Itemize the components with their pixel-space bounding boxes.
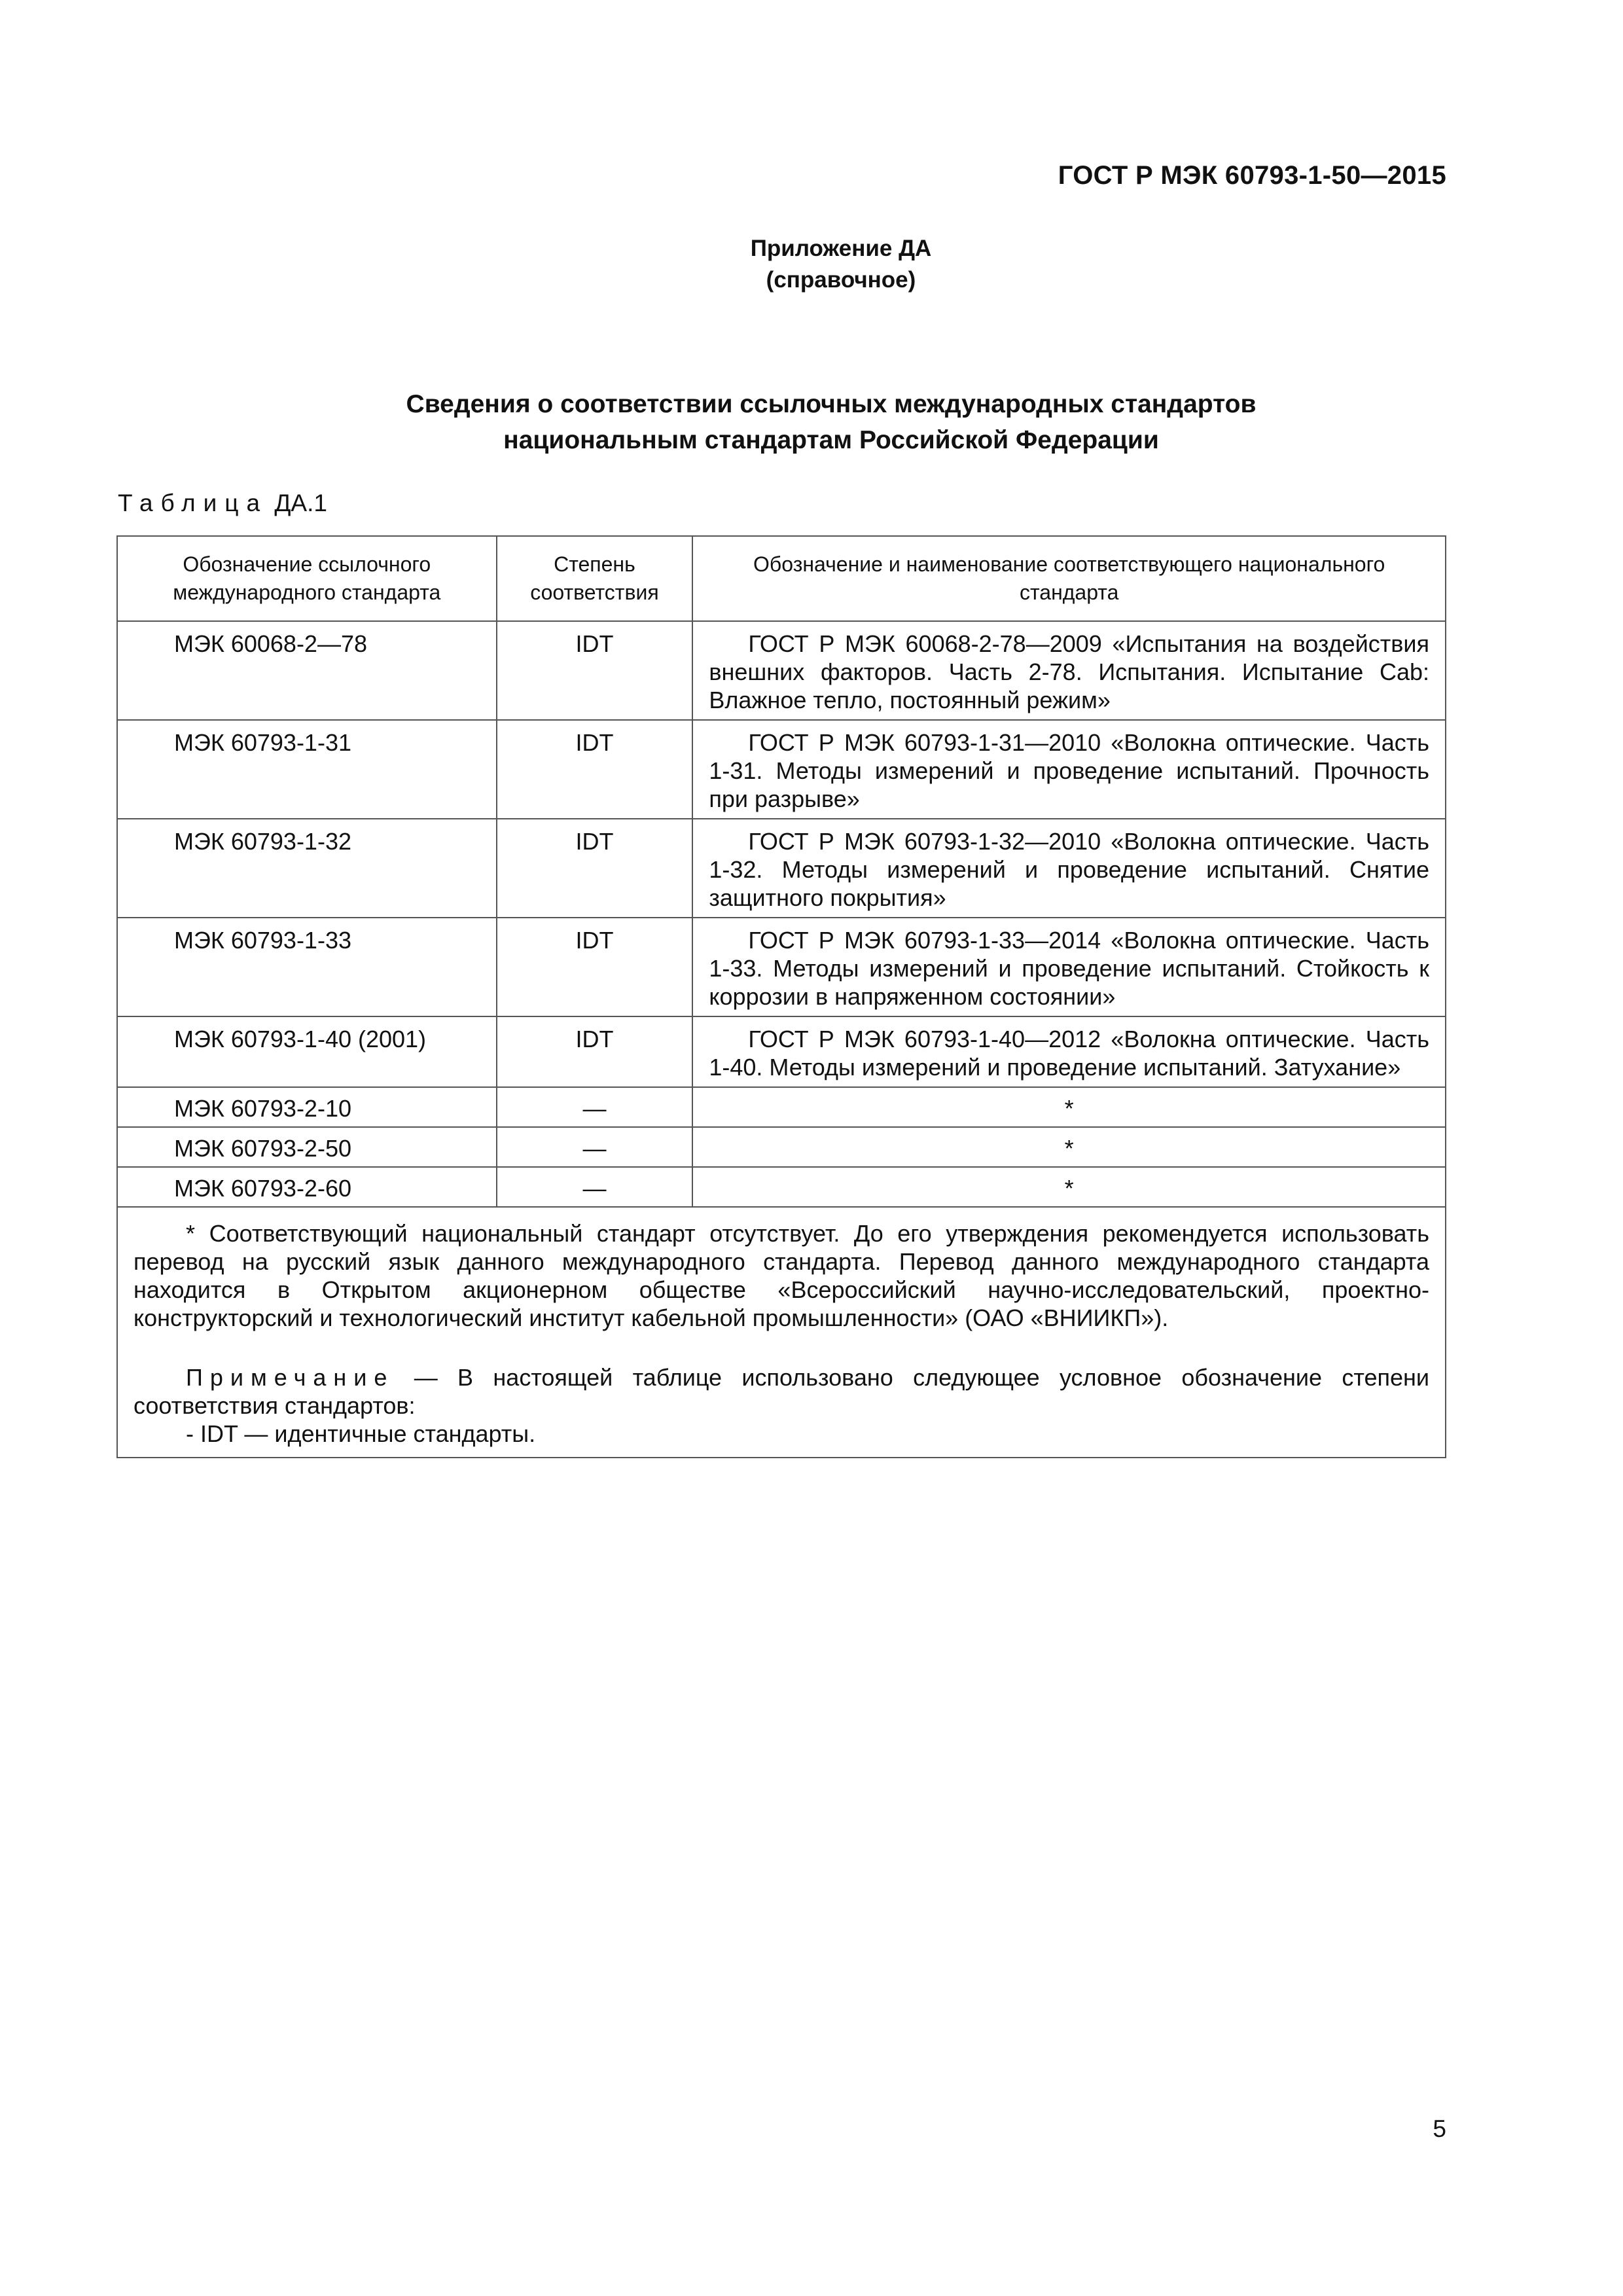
cell-national-standard: ГОСТ Р МЭК 60793-1-40—2012 «Волокна оптические. Часть 1-40. Методы измерений и проведение испытаний. Затухание» [692, 1016, 1446, 1087]
cell-intl-standard: МЭК 60793-1-33 [117, 918, 497, 1016]
note-list-item: - IDT — идентичные стандарты. [186, 1420, 536, 1447]
cell-degree: IDT [497, 918, 693, 1016]
table-row [117, 1016, 1446, 1087]
footnote-text: * Соответствующий национальный стандарт отсутствует. До его утверждения рекомендуется использовать перевод на русский язык данного международного стандарта. Перевод данного международного стандарта находится в Открытом акционерном обществе «Всероссийский научно-исследовательский, проектно-конструкторский и технологический институт кабельной промышленности» (ОАО «ВНИИКП»). [134, 1220, 1429, 1331]
table-body [117, 621, 1446, 1458]
table-header-row [117, 536, 1446, 621]
section-title-line-2: национальным стандартам Российской Федерации [503, 426, 1159, 454]
cell-degree: IDT [497, 1016, 693, 1087]
page-number: 5 [1433, 2115, 1446, 2142]
table-row [117, 1087, 1446, 1127]
table-row [117, 1127, 1446, 1167]
cell-degree: IDT [497, 621, 693, 720]
note-label: Примечание [186, 1364, 395, 1391]
table-footnote-row [117, 1207, 1446, 1458]
section-title-line-1: Сведения о соответствии ссылочных международных стандартов [406, 390, 1257, 418]
cell-intl-standard: МЭК 60793-2-10 [117, 1087, 497, 1127]
cell-intl-standard: МЭК 60793-1-40 (2001) [117, 1016, 497, 1087]
table-caption-label: Таблица [118, 490, 268, 516]
note-text: — В настоящей таблице использовано следующее условное обозначение степени соответствия стандартов: [134, 1364, 1429, 1419]
table-caption [118, 490, 327, 517]
cell-degree: IDT [497, 819, 693, 918]
note-paragraph [134, 1363, 1429, 1420]
cell-degree: — [497, 1167, 693, 1207]
cell-national-standard: * [692, 1127, 1446, 1167]
header-degree: Степень соответствия [497, 536, 693, 621]
appendix-heading [0, 233, 1623, 296]
cell-national-standard: ГОСТ Р МЭК 60793-1-33—2014 «Волокна оптические. Часть 1-33. Методы измерений и проведение испытаний. Стойкость к коррозии в напряженном состоянии» [692, 918, 1446, 1016]
cell-intl-standard: МЭК 60068-2—78 [117, 621, 497, 720]
cell-degree: — [497, 1127, 693, 1167]
appendix-subtitle: (справочное) [766, 267, 916, 293]
cell-intl-standard: МЭК 60793-2-50 [117, 1127, 497, 1167]
cell-national-standard: * [692, 1087, 1446, 1127]
cell-national-standard: * [692, 1167, 1446, 1207]
cell-intl-standard: МЭК 60793-2-60 [117, 1167, 497, 1207]
table-row [117, 720, 1446, 819]
cell-national-standard: ГОСТ Р МЭК 60068-2-78—2009 «Испытания на воздействия внешних факторов. Часть 2-78. Испытания. Испытание Cab: Влажное тепло, постоянный режим» [692, 621, 1446, 720]
section-title [0, 386, 1623, 458]
cell-degree: IDT [497, 720, 693, 819]
table-row [117, 918, 1446, 1016]
table-row [117, 819, 1446, 918]
appendix-title: Приложение ДА [750, 236, 932, 261]
header-national-standard: Обозначение и наименование соответствующего национального стандарта [692, 536, 1446, 621]
table-row [117, 1167, 1446, 1207]
document-code: ГОСТ Р МЭК 60793-1-50—2015 [1058, 161, 1446, 190]
cell-national-standard: ГОСТ Р МЭК 60793-1-31—2010 «Волокна оптические. Часть 1-31. Методы измерений и проведение испытаний. Прочность при разрыве» [692, 720, 1446, 819]
cell-national-standard: ГОСТ Р МЭК 60793-1-32—2010 «Волокна оптические. Часть 1-32. Методы измерений и проведение испытаний. Снятие защитного покрытия» [692, 819, 1446, 918]
cell-intl-standard: МЭК 60793-1-32 [117, 819, 497, 918]
standards-correspondence-table [116, 535, 1446, 1458]
table-caption-id: ДА.1 [268, 490, 327, 516]
cell-intl-standard: МЭК 60793-1-31 [117, 720, 497, 819]
cell-degree: — [497, 1087, 693, 1127]
table-footnote [117, 1207, 1446, 1458]
header-intl-standard: Обозначение ссылочного международного стандарта [117, 536, 497, 621]
table-row [117, 621, 1446, 720]
